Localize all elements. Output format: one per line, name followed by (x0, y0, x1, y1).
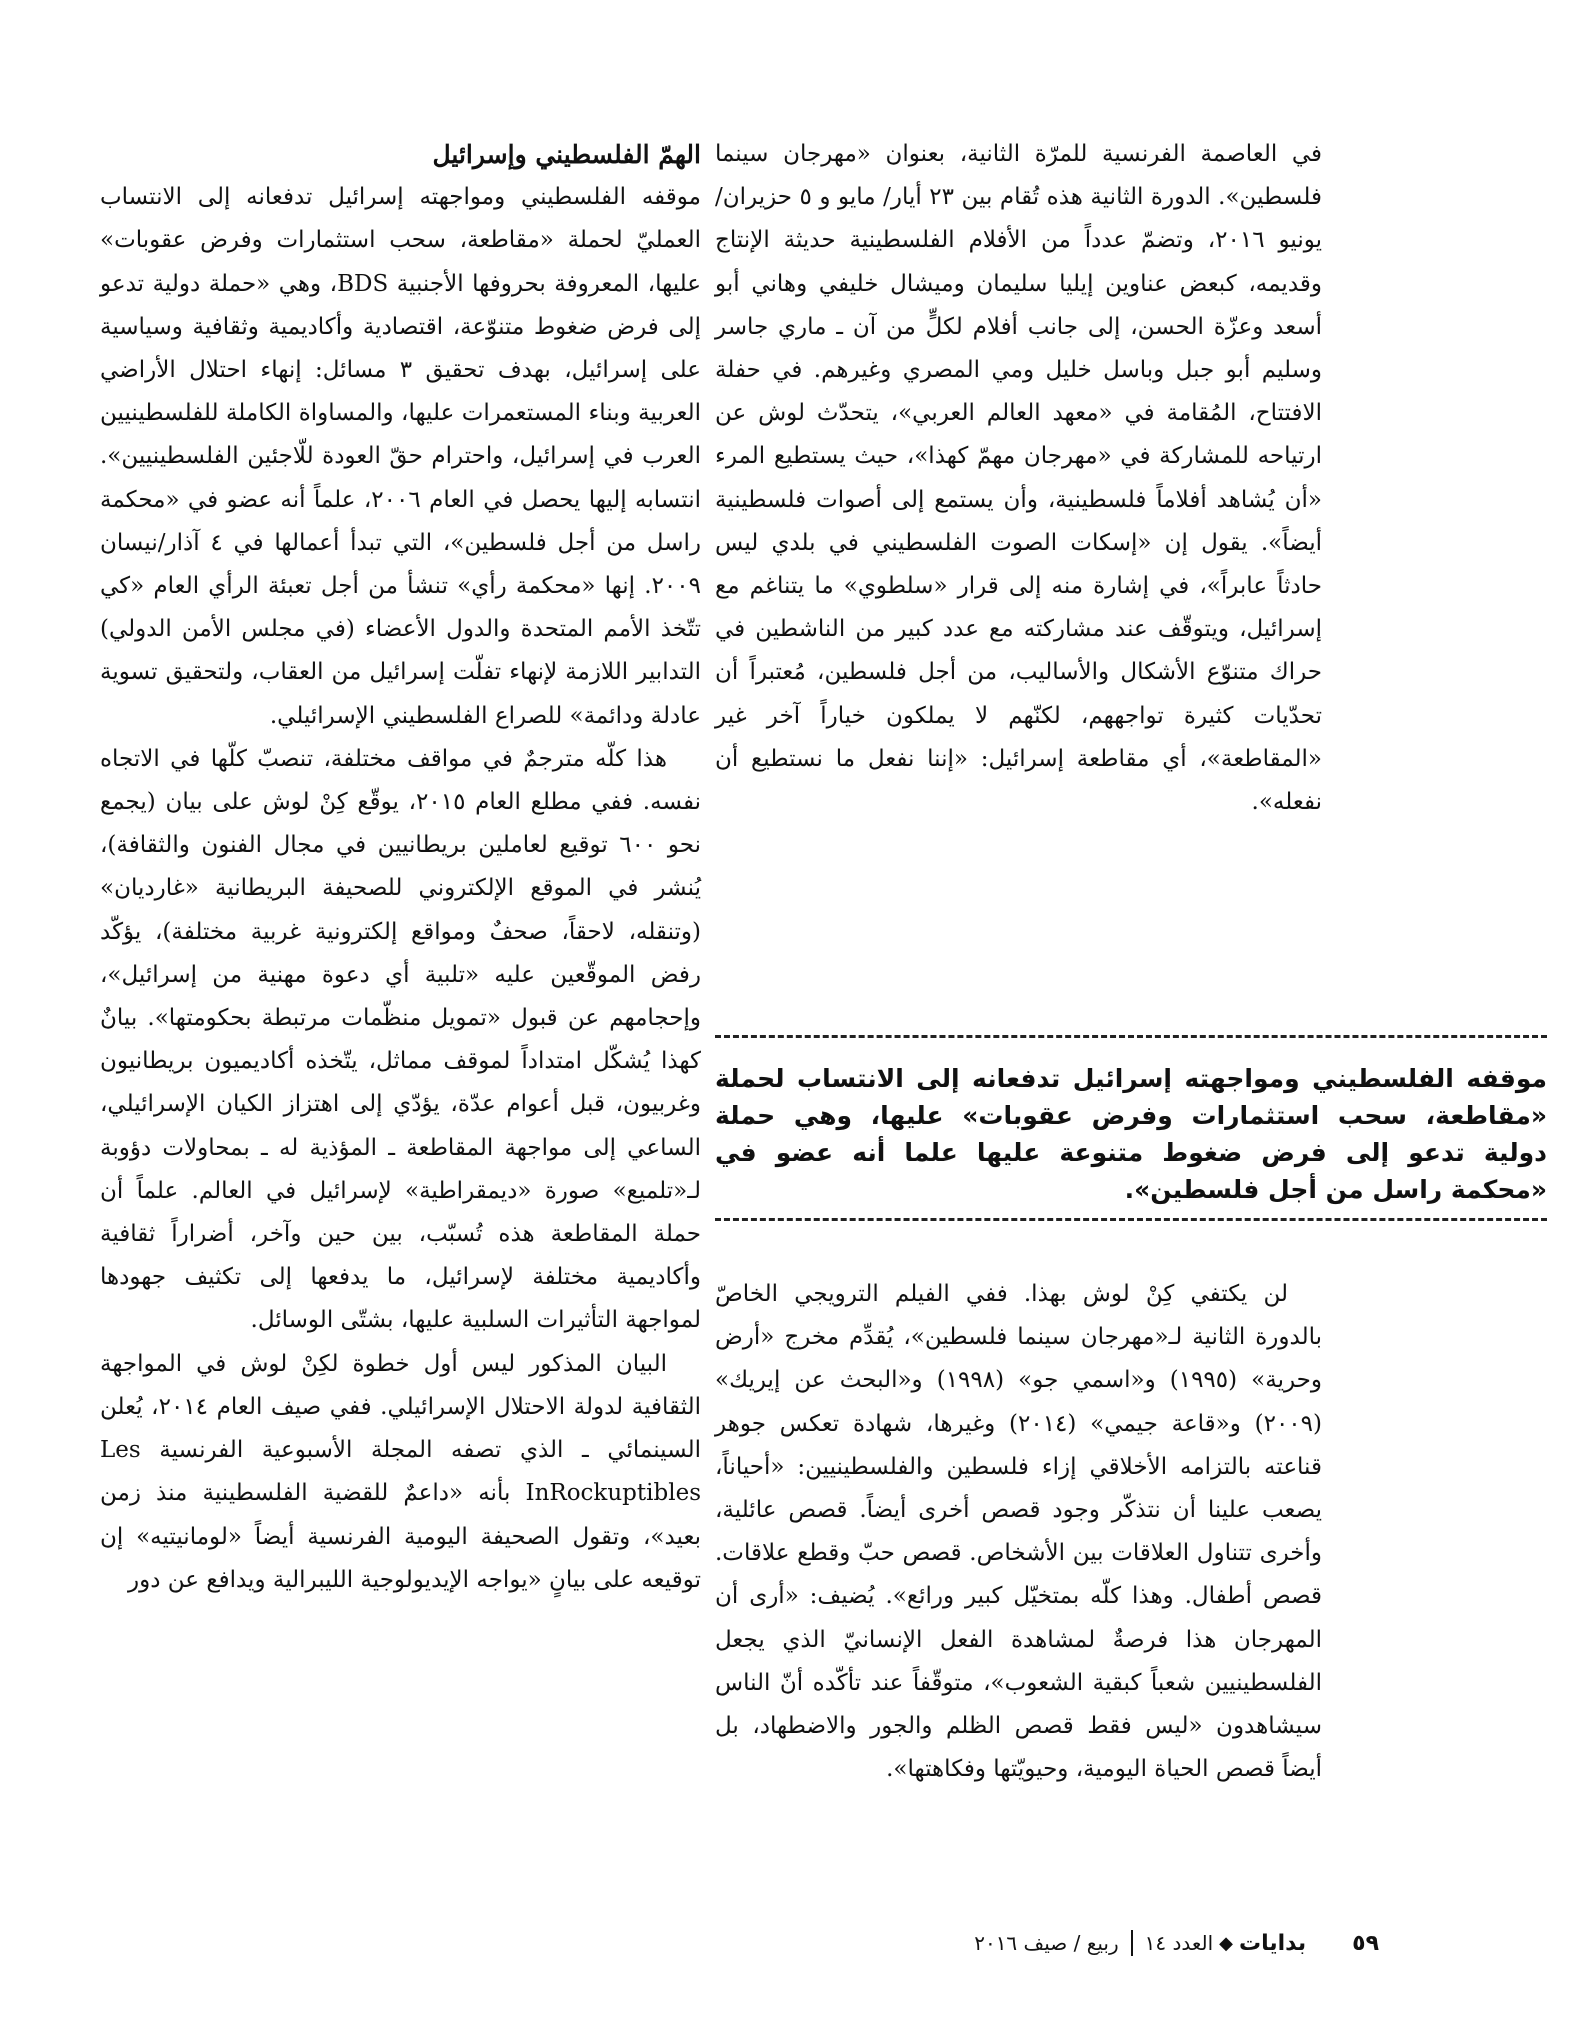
right-column-top (715, 133, 1322, 824)
left-column (100, 133, 701, 1602)
section-heading: الهمّ الفلسطيني وإسرائيل (432, 140, 701, 169)
pull-quote-bottom-rule (715, 1218, 1547, 1221)
magazine-name: بدايات (1239, 1930, 1307, 1956)
right-column-bottom (715, 1273, 1322, 1791)
pull-quote-top-rule (715, 1035, 1547, 1038)
diamond-icon: ◆ (1219, 1932, 1233, 1954)
page-number: ٥٩ (1352, 1930, 1379, 1956)
pull-quote: موقفه الفلسطيني ومواجهته إسرائيل تدفعانه إلى الانتساب لحملة «مقاطعة، سحب استثمارات وفرض عقوبات» عليها، وهي حملة دولية تدعو إلى فرض ضغوط متنوعة عليها علما أنه عضو في «محكمة راسل من أجل فلسطين». (715, 1064, 1547, 1204)
article-paragraph: لن يكتفي كِنْ لوش بهذا. ففي الفيلم الترويجي الخاصّ بالدورة الثانية لـ«مهرجان سينما فلسطين»، يُقدِّم مخرج «أرض وحرية» (١٩٩٥) و«اسمي جو» (١٩٩٨) و«البحث عن إيريك» (٢٠٠٩) و«قاعة جيمي» (٢٠١٤) وغيرها، شهادة تعكس جوهر قناعته بالتزامه الأخلاقي إزاء فلسطين والفلسطينيين: «أحياناً، يصعب علينا أن نتذكّر وجود قصص أخرى أيضاً. قصص عائلية، وأخرى تتناول العلاقات بين الأشخاص. قصص حبّ وقطع علاقات. قصص أطفال. وهذا كلّه بمتخيّل كبير ورائع». يُضيف: «أرى أن المهرجان هذا فرصةٌ لمشاهدة الفعل الإنسانيّ الذي يجعل الفلسطينيين شعباً كبقية الشعوب»، متوقّفاً عند تأكّده أنّ الناس سيشاهدون «ليس فقط قصص الظلم والجور والاضطهاد، بل أيضاً قصص الحياة اليومية، وحيويّتها وفكاهتها». (715, 1281, 1322, 1783)
page-footer (974, 1930, 1379, 1956)
footer-separator (1131, 1930, 1133, 1956)
issue-number: العدد ١٤ (1144, 1931, 1214, 1955)
article-paragraph: في العاصمة الفرنسية للمرّة الثانية، بعنوان «مهرجان سينما فلسطين». الدورة الثانية هذه تُقام بين ٢٣ أيار/ مايو و ٥ حزيران/يونيو ٢٠١٦، وتضمّ عدداً من الأفلام الفلسطينية حديثة الإنتاج وقديمه، كبعض عناوين إيليا سليمان وميشال خليفي وهاني أبو أسعد وعزّة الحسن، إلى جانب أفلام لكلٍّ من آن ـ ماري جاسر وسليم أبو جبل وباسل خليل ومي المصري وغيرهم. في حفلة الافتتاح، المُقامة في «معهد العالم العربي»، يتحدّث لوش عن ارتياحه للمشاركة في «مهرجان مهمّ كهذا»، حيث يستطيع المرء «أن يُشاهد أفلاماً فلسطينية، وأن يستمع إلى أصوات فلسطينية أيضاً». يقول إن «إسكات الصوت الفلسطيني في بلدي ليس حادثاً عابراً»، في إشارة منه إلى قرار «سلطوي» ما يتناغم مع إسرائيل، ويتوقّف عند مشاركته مع عدد كبير من الناشطين في حراك متنوّع الأشكال والأساليب، من أجل فلسطين، مُعتبراً أن تحدّيات كثيرة تواجههم، لكنّهم لا يملكون خياراً آخر غير «المقاطعة»، أي مقاطعة إسرائيل: «إننا نفعل ما نستطيع أن نفعله». (715, 141, 1322, 816)
article-paragraph: البيان المذكور ليس أول خطوة لكِنْ لوش في المواجهة الثقافية لدولة الاحتلال الإسرائيلي. ففي صيف العام ٢٠١٤، يُعلن السينمائي ـ الذي تصفه المجلة الأسبوعية الفرنسية Les InRockuptibles بأنه «داعمٌ للقضية الفلسطينية منذ زمن بعيد»، وتقول الصحيفة اليومية الفرنسية أيضاً «لومانيتيه» إن توقيعه على بيانٍ «يواجه الإيديولوجية الليبرالية ويدافع عن دور (100, 1350, 702, 1593)
article-paragraph: موقفه الفلسطيني ومواجهته إسرائيل تدفعانه إلى الانتساب العمليّ لحملة «مقاطعة، سحب استثمارات وفرض عقوبات» عليها، المعروفة بحروفها الأجنبية BDS، وهي «حملة دولية تدعو إلى فرض ضغوط متنوّعة، اقتصادية وأكاديمية وثقافية وسياسية على إسرائيل، بهدف تحقيق ٣ مسائل: إنهاء احتلال الأراضي العربية وبناء المستعمرات عليها، والمساواة الكاملة للفلسطينيين العرب في إسرائيل، واحترام حقّ العودة للّاجئين الفلسطينيين». انتسابه إليها يحصل في العام ٢٠٠٦، علماً أنه عضو في «محكمة راسل من أجل فلسطين»، التي تبدأ أعمالها في ٤ آذار/نيسان ٢٠٠٩. إنها «محكمة رأي» تنشأ من أجل تعبئة الرأي العام «كي تتّخذ الأمم المتحدة والدول الأعضاء (في مجلس الأمن الدولي) التدابير اللازمة لإنهاء تفلّت إسرائيل من العقاب، ولتحقيق تسوية عادلة ودائمة» للصراع الفلسطيني الإسرائيلي. (100, 184, 701, 729)
article-paragraph: هذا كلّه مترجمٌ في مواقف مختلفة، تنصبّ كلّها في الاتجاه نفسه. ففي مطلع العام ٢٠١٥، يوقّع كِنْ لوش على بيان (يجمع نحو ٦٠٠ توقيع لعاملين بريطانيين في مجال الفنون والثقافة)، يُنشر في الموقع الإلكتروني للصحيفة البريطانية «غارديان» (وتنقله، لاحقاً، صحفٌ ومواقع إلكترونية غربية مختلفة)، يؤكّد رفض الموقّعين عليه «تلبية أي دعوة مهنية من إسرائيل»، وإحجامهم عن قبول «تمويل منظّمات مرتبطة بحكومتها». بيانٌ كهذا يُشكّل امتداداً لموقف مماثل، يتّخذه أكاديميون بريطانيون وغربيون، قبل أعوام عدّة، يؤدّي إلى اهتزاز الكيان الإسرائيلي، الساعي إلى مواجهة المقاطعة ـ المؤذية له ـ بمحاولات دؤوبة لـ«تلميع» صورة «ديمقراطية» لإسرائيل في العالم. علماً أن حملة المقاطعة هذه تُسبّب، بين حين وآخر، أضراراً ثقافية وأكاديمية مختلفة لإسرائيل، ما يدفعها إلى تكثيف جهودها لمواجهة التأثيرات السلبية عليها، بشتّى الوسائل. (100, 745, 701, 1334)
issue-season: ربيع / صيف ٢٠١٦ (974, 1931, 1119, 1955)
